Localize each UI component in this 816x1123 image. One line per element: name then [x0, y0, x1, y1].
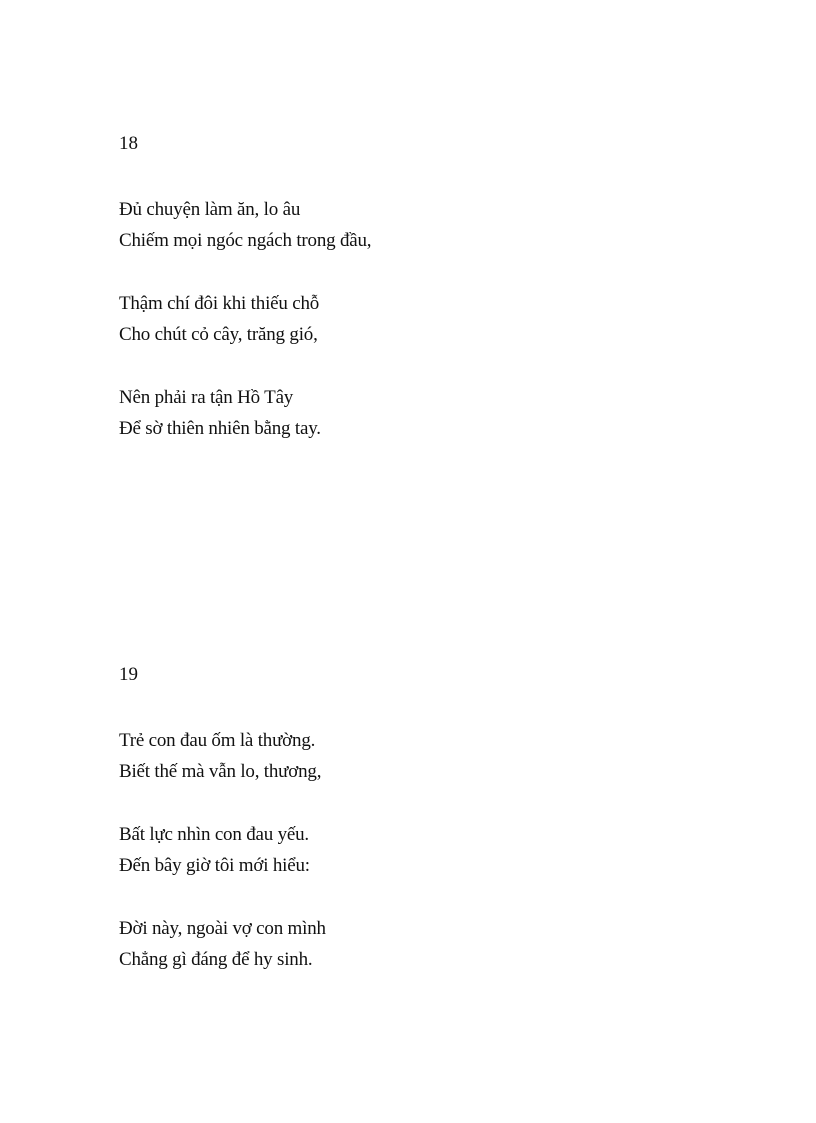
stanza [119, 819, 719, 881]
stanza [119, 382, 719, 444]
poem-line: Chiếm mọi ngóc ngách trong đầu, [119, 230, 372, 251]
poem-line: Đủ chuyện làm ăn, lo âu [119, 199, 301, 220]
stanza [119, 288, 719, 350]
poem-line: Trẻ con đau ốm là thường. [119, 730, 316, 751]
stanza [119, 725, 719, 787]
poem-19 [119, 663, 719, 1007]
poem-18 [119, 132, 719, 476]
poem-line: Đời này, ngoài vợ con mình [119, 918, 326, 939]
poem-number: 19 [119, 664, 138, 685]
poem-line: Bất lực nhìn con đau yếu. [119, 824, 309, 845]
poem-line: Đến bây giờ tôi mới hiểu: [119, 855, 310, 876]
poem-line: Chẳng gì đáng để hy sinh. [119, 949, 313, 970]
poem-line: Thậm chí đôi khi thiếu chỗ [119, 293, 320, 314]
stanza [119, 913, 719, 975]
poem-line: Cho chút cỏ cây, trăng gió, [119, 324, 318, 345]
poem-line: Nên phải ra tận Hồ Tây [119, 387, 294, 408]
poem-line: Để sờ thiên nhiên bằng tay. [119, 418, 321, 439]
poem-number: 18 [119, 133, 138, 154]
stanza [119, 194, 719, 256]
poem-line: Biết thế mà vẫn lo, thương, [119, 761, 322, 782]
